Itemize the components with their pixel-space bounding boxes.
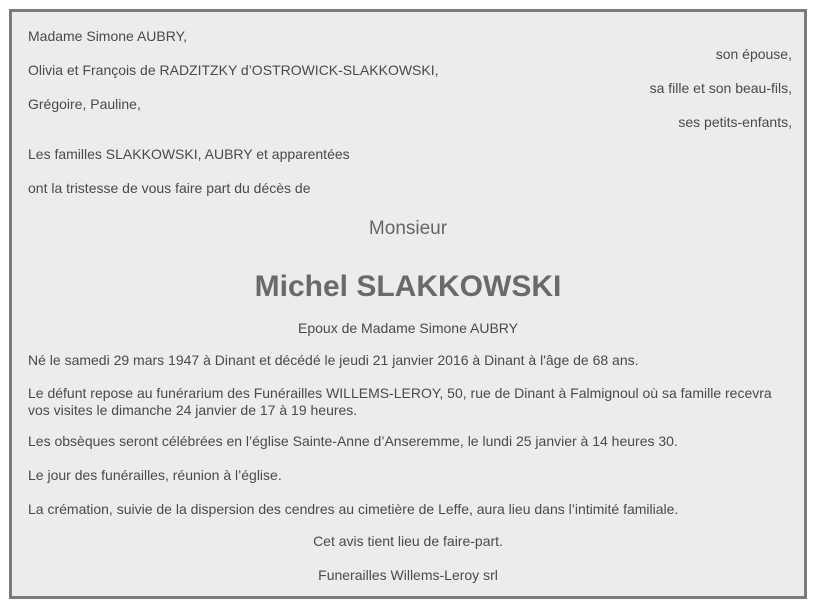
- deceased-honorific: Monsieur: [368, 218, 448, 239]
- obituary-notice: [9, 9, 807, 599]
- funeral-line: Les obsèques seront célébrées en l’église Sainte-Anne d’Anseremme, le lundi 25 janvier à 14 heures 30.: [28, 433, 678, 449]
- deceased-name: Michel SLAKKOWSKI: [254, 270, 562, 303]
- visitation-paragraph: Le défunt repose au funérarium des Funérailles WILLEMS-LEROY, 50, rue de Dinant à Falmignoul où sa famille recevra vos visites le dimanche 24 janvier de 17 à 19 heures.: [28, 385, 772, 418]
- daughter-names: Olivia et François de RADZITZKY d’OSTROWICK-SLAKKOWSKI,: [28, 62, 439, 78]
- grandchildren-role: ses petits-enfants,: [678, 114, 792, 130]
- announcement-line: ont la tristesse de vous faire part du décès de: [28, 180, 311, 196]
- reunion-line: Le jour des funérailles, réunion à l’église.: [28, 467, 282, 483]
- notice-line: Cet avis tient lieu de faire-part.: [313, 533, 503, 549]
- wife-role: son épouse,: [715, 46, 792, 62]
- cremation-line: La crémation, suivie de la dispersion des cendres au cimetière de Leffe, aura lieu dans l’intimité familiale.: [28, 501, 679, 517]
- daughter-role: sa fille et son beau-fils,: [649, 80, 792, 96]
- families-line: Les familles SLAKKOWSKI, AUBRY et apparentées: [28, 146, 350, 162]
- birth-death-line: Né le samedi 29 mars 1947 à Dinant et décédé le jeudi 21 janvier 2016 à Dinant à l'âge de 68 ans.: [28, 352, 639, 368]
- undertaker-line: Funerailles Willems-Leroy srl: [318, 567, 498, 583]
- wife-name: Madame Simone AUBRY,: [28, 28, 188, 44]
- spouse-line: Epoux de Madame Simone AUBRY: [298, 320, 518, 336]
- grandchildren-names: Grégoire, Pauline,: [28, 96, 141, 112]
